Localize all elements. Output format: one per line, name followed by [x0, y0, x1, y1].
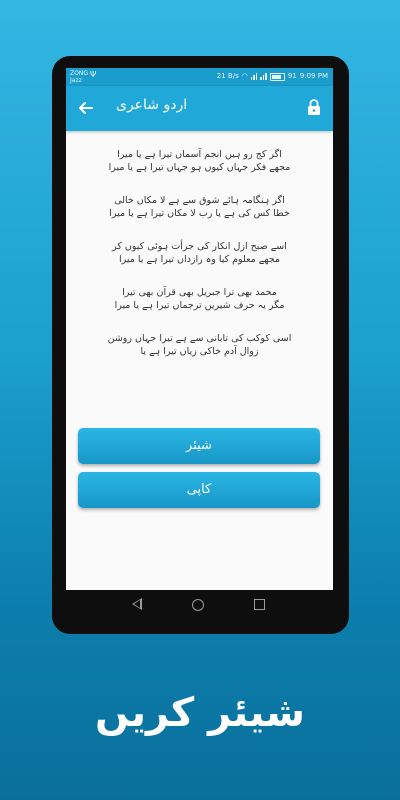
poem-line: مجھے معلوم کیا وہ رازداں تیرا ہے یا میرا	[119, 254, 280, 265]
share-button[interactable]: شیئر	[78, 428, 320, 464]
back-arrow-icon[interactable]	[76, 98, 96, 118]
copy-button[interactable]: کاپی	[78, 472, 320, 508]
stanza	[66, 240, 333, 266]
poem-line: اگر ہنگامہ ہائے شوق سے ہے لا مکاں خالی	[114, 195, 285, 206]
battery-level: 91	[287, 72, 297, 80]
status-bar	[66, 68, 333, 86]
clock: 9:09 PM	[299, 72, 328, 80]
network-speed: 21 B/s	[216, 72, 239, 80]
poem-line: اسے صبح ازل انکار کی جرأت ہوئی کیوں کر	[112, 241, 287, 252]
carrier-label	[70, 70, 88, 84]
status-right	[217, 72, 328, 81]
poem-line: زوال آدم خاکی زیاں تیرا ہے یا	[140, 346, 259, 357]
system-nav-bar	[66, 590, 333, 624]
poem-text	[66, 148, 333, 378]
poem-line: محمد بھی ترا جبریل بھی قرآن بھی تیرا	[122, 287, 277, 298]
carrier-secondary: Jazz	[70, 77, 82, 84]
app-bar	[66, 86, 333, 131]
stanza	[66, 332, 333, 358]
signal-icon	[251, 73, 258, 80]
nav-home-icon[interactable]	[192, 599, 204, 611]
wifi-icon: ◠	[241, 72, 248, 80]
poem-line: اگر کج رو ہیں انجم آسماں تیرا ہے یا میرا	[117, 149, 282, 160]
nav-recents-icon[interactable]	[254, 599, 265, 610]
promo-caption: شیئر کریں	[95, 690, 305, 736]
poem-line: اسی کوکب کی تابانی سے ہے تیرا جہاں روشن	[107, 333, 292, 344]
carrier-primary: ZONG	[70, 70, 88, 77]
poem-line: مجھے فکر جہاں کیوں ہو جہاں تیرا ہے یا میرا	[108, 162, 291, 173]
battery-icon	[270, 73, 285, 81]
app-title: اردو شاعری	[116, 97, 188, 113]
usb-icon: Ψ	[90, 70, 97, 79]
signal-icon-2	[260, 73, 267, 80]
poem-line: خطا کس کی ہے یا رب لا مکاں تیرا ہے یا میرا	[109, 208, 290, 219]
nav-back-icon[interactable]	[132, 598, 142, 610]
stanza	[66, 194, 333, 220]
stanza	[66, 148, 333, 174]
app-screen	[66, 68, 333, 590]
stanza	[66, 286, 333, 312]
poem-line: مگر یہ حرف شیریں ترجماں تیرا ہے یا میرا	[114, 300, 285, 311]
lock-icon[interactable]	[307, 99, 321, 115]
